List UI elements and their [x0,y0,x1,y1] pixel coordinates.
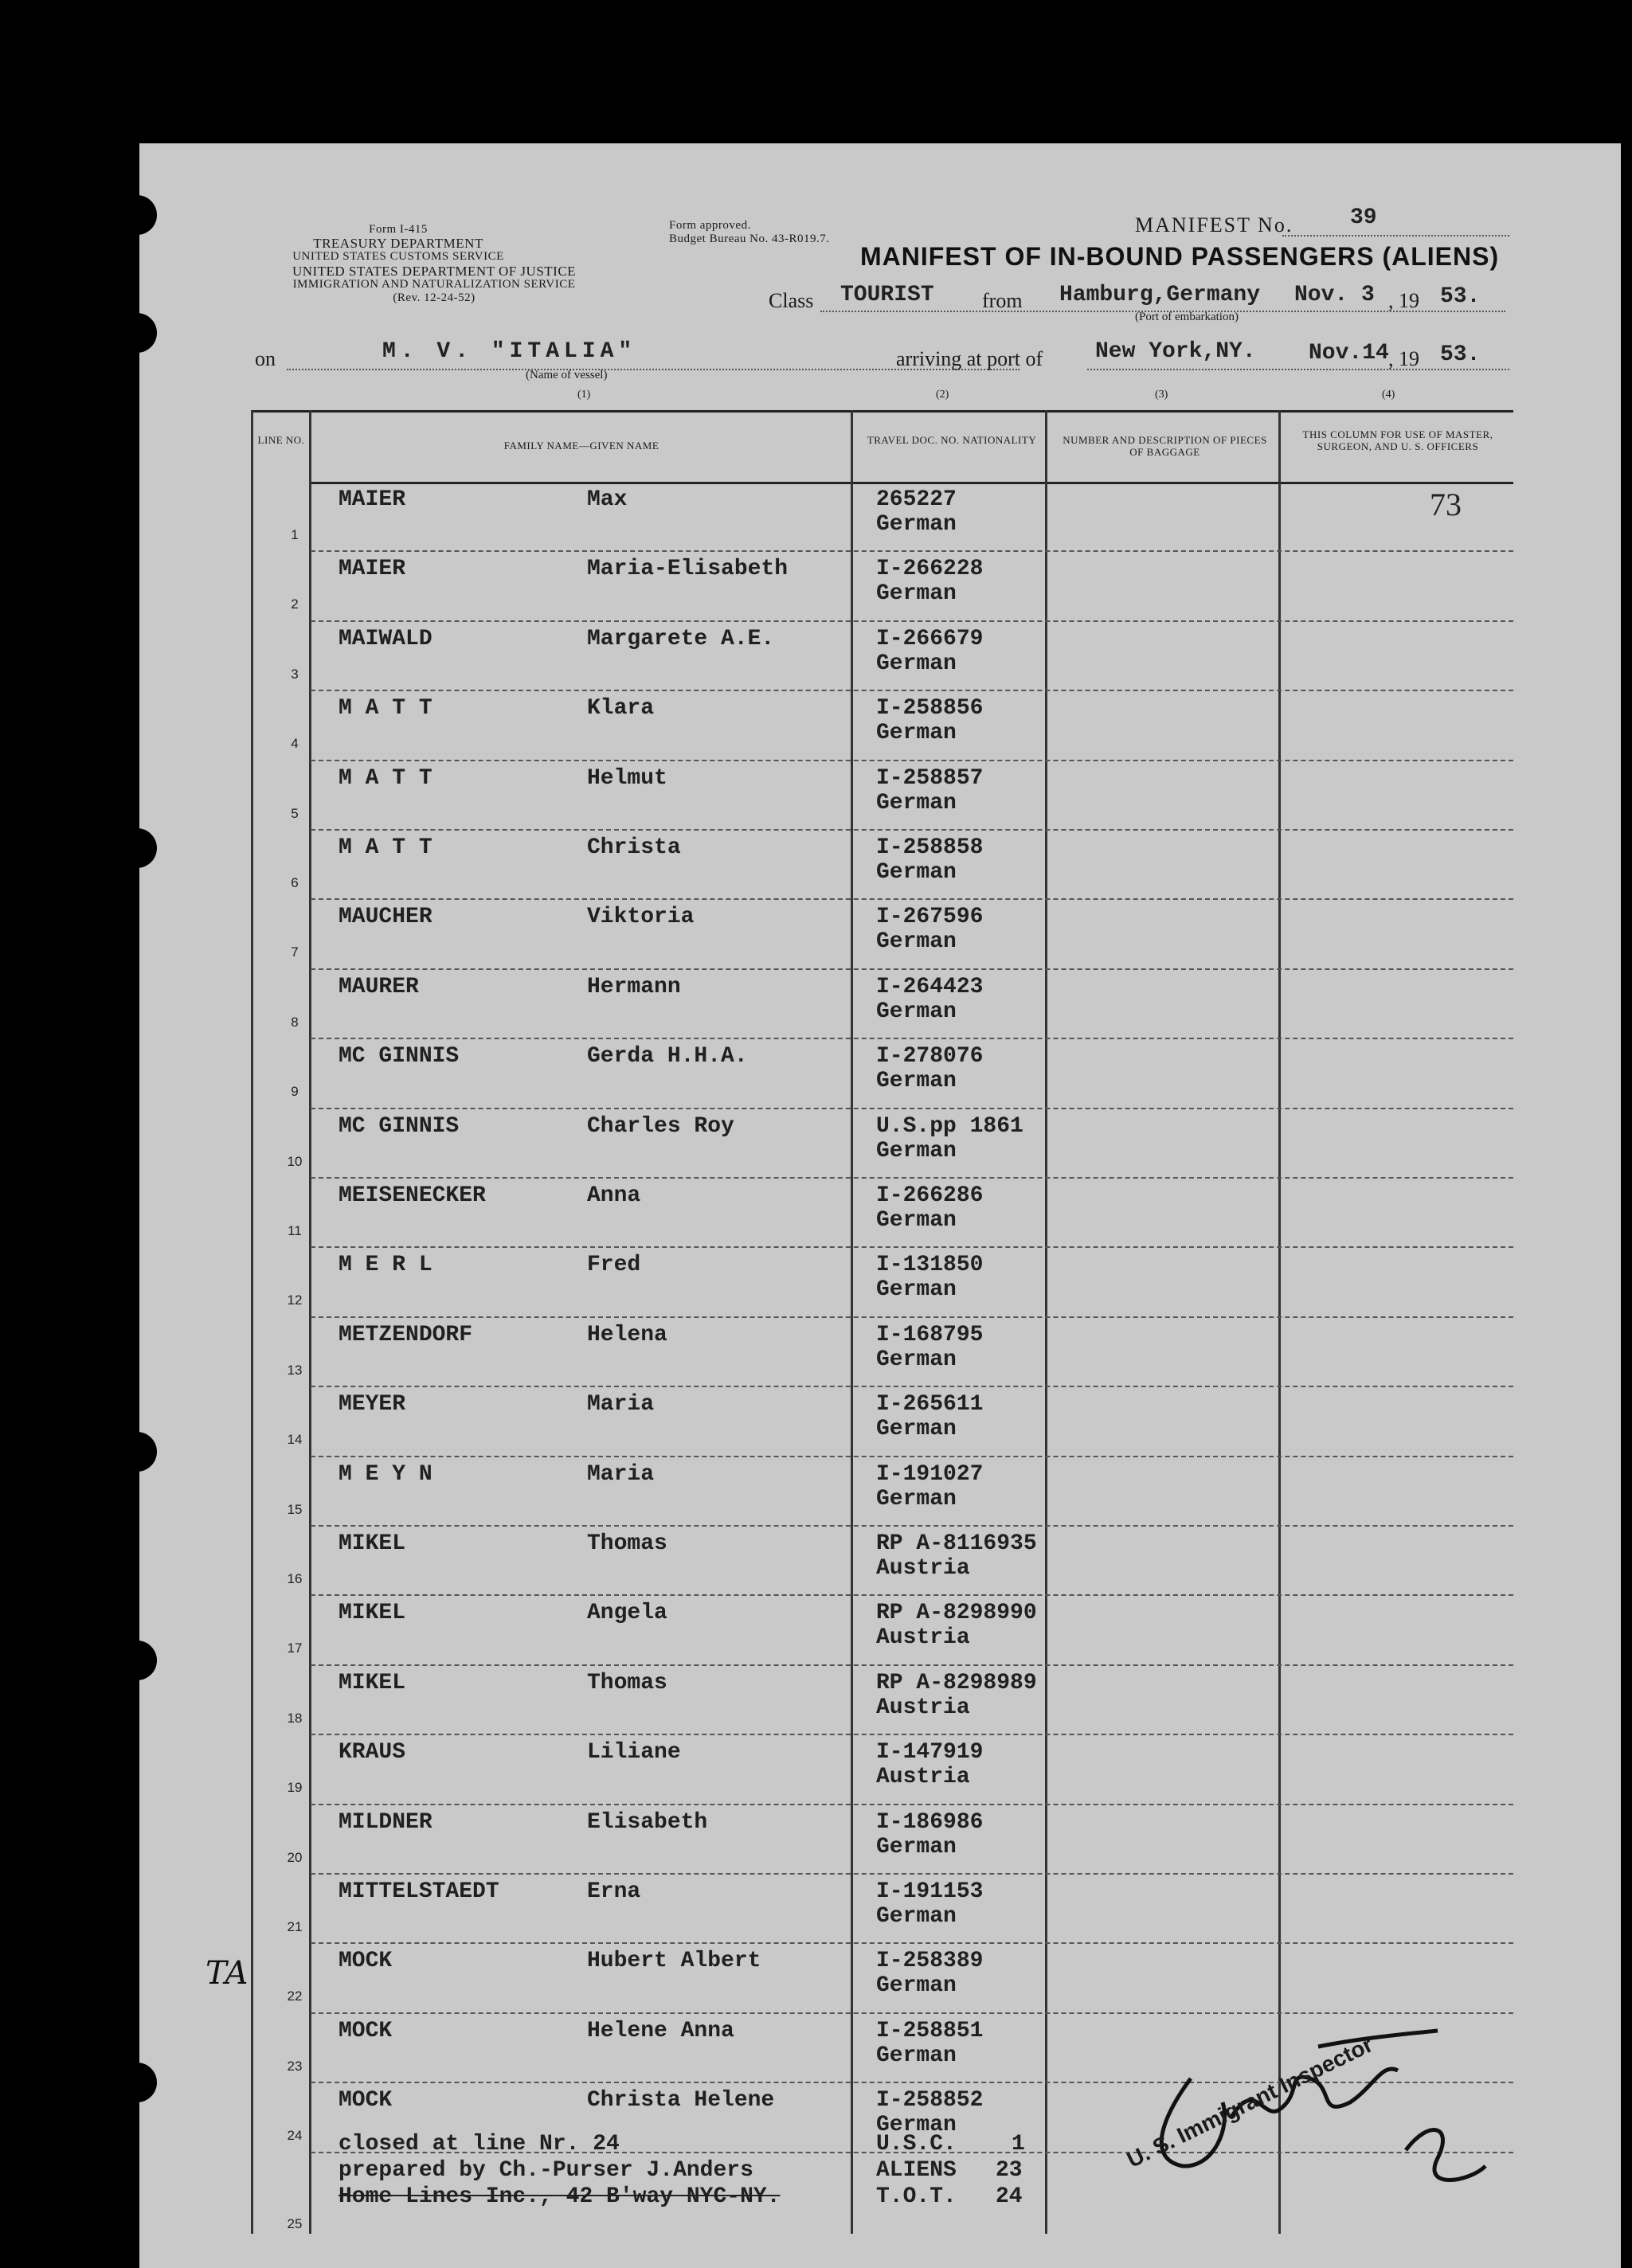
family-name: MIKEL [339,1601,406,1626]
from-label: from [982,289,1023,312]
line-number: 19 [287,1780,303,1796]
given-name: Angela [587,1601,667,1626]
line-number: 13 [287,1362,303,1378]
travel-doc-number: I-258857 [876,765,984,791]
punch-hole [117,2063,157,2102]
family-name: MAIER [339,557,406,582]
punch-hole [117,1640,157,1680]
line-number: 11 [288,1223,302,1238]
justice-block [251,264,617,305]
closed-note: closed at line Nr. 24 [339,2132,620,2157]
given-name: Gerda H.H.A. [587,1044,748,1069]
travel-doc-number: I-168795 [876,1322,984,1347]
budget-bureau: Budget Bureau No. 43-R019.7. [669,233,830,245]
given-name: Max [587,487,628,512]
travel-doc-number: I-258851 [876,2018,984,2043]
nationality: German [876,651,957,676]
row-divider [311,1108,1513,1109]
row-divider [311,898,1513,900]
given-name: Margarete A.E. [587,626,775,651]
line-number: 10 [287,1153,303,1169]
embark-port: Hamburg,Germany [1059,283,1261,307]
line-number: 5 [291,805,299,821]
line-number: 20 [287,1849,303,1865]
travel-doc-number: RP A-8116935 [876,1531,1037,1556]
punch-hole [117,1432,157,1472]
punch-hole [117,313,157,353]
shipping-agent: Home Lines Inc., 42 B'way NYC-NY. [339,2184,781,2209]
form-id: Form I-415 [369,223,428,236]
nationality: German [876,1973,957,1999]
arrival-line [1087,369,1509,370]
nationality: German [876,790,957,815]
family-name: MAUCHER [339,905,432,930]
family-name: MAURER [339,974,419,999]
family-name: KRAUS [339,1740,406,1766]
punch-hole [117,828,157,868]
row-divider [311,760,1513,761]
family-name: MILDNER [339,1809,432,1835]
document-title: MANIFEST OF IN-BOUND PASSENGERS (ALIENS) [860,242,1500,271]
customs-label: UNITED STATES CUSTOMS SERVICE [292,250,504,263]
line-number: 8 [291,1014,299,1030]
line-number: 14 [287,1432,303,1448]
travel-doc-number: I-267596 [876,905,984,930]
family-name: MAIER [339,487,406,512]
table-left-rule [251,410,253,2234]
row-divider [311,1246,1513,1248]
nationality: German [876,1486,957,1511]
col-officers: THIS COLUMN FOR USE OF MASTER, SURGEON, AND U. S. OFFICERS [1302,428,1493,452]
aliens-count: 23 [996,2158,1023,2183]
embark-year: 53. [1440,284,1481,309]
line-number: 24 [287,2128,303,2144]
travel-doc-number: I-191153 [876,1879,984,1904]
col-doc: TRAVEL DOC. NO. NATIONALITY [867,434,1037,446]
nationality: German [876,1904,957,1929]
nationality: German [876,1138,957,1163]
line-number: 6 [291,875,299,890]
travel-doc-number: I-278076 [876,1044,984,1069]
nationality: German [876,581,957,607]
given-name: Fred [587,1253,641,1278]
row-divider [311,1456,1513,1457]
travel-doc-number: I-191027 [876,1461,984,1487]
table-head-rule [311,482,1513,484]
travel-doc-number: I-264423 [876,974,984,999]
given-name: Christa [587,835,681,860]
nationality: German [876,999,957,1024]
travel-doc-number: I-258856 [876,696,984,721]
col-name: FAMILY NAME—GIVEN NAME [503,440,659,452]
nationality: German [876,860,957,885]
col-baggage: NUMBER AND DESCRIPTION OF PIECES OF BAGGAGE [1063,434,1267,458]
row-divider [311,690,1513,691]
nationality: German [876,512,957,537]
row-divider [311,1734,1513,1735]
line-number: 18 [287,1710,303,1726]
margin-note: TA [205,1955,249,1992]
row-divider [311,1664,1513,1666]
given-name: Christa Helene [587,2088,775,2114]
row-divider [311,1038,1513,1039]
officer-col-rule [1278,410,1281,2234]
col-line: LINE NO. [257,434,305,446]
embark-year-prefix: , 19 [1388,289,1419,312]
travel-doc-number: I-147919 [876,1740,984,1766]
line-number: 12 [287,1292,303,1308]
family-name: MAIWALD [339,626,432,651]
given-name: Hermann [587,974,681,999]
travel-doc-number: I-266679 [876,626,984,651]
tot-label: T.O.T. [876,2184,957,2209]
arrival-year: 53. [1440,342,1481,367]
family-name: M A T T [339,696,432,721]
doc-col-rule [851,410,853,2234]
col-num-1: (1) [577,389,591,401]
nationality: Austria [876,1556,970,1581]
given-name: Helmut [587,765,667,791]
line-number: 23 [287,2058,303,2074]
col-num-3: (3) [1155,389,1168,401]
travel-doc-number: RP A-8298989 [876,1670,1037,1695]
nationality: German [876,1208,957,1233]
line-number: 4 [291,736,299,752]
row-divider [311,620,1513,622]
travel-doc-number: I-258389 [876,1949,984,1974]
family-name: MIKEL [339,1670,406,1695]
row-divider [311,1942,1513,1944]
family-name: MITTELSTAEDT [339,1879,499,1904]
travel-doc-number: I-258858 [876,835,984,860]
arrival-year-prefix: , 19 [1388,347,1419,370]
nationality: German [876,1277,957,1303]
nationality: German [876,721,957,746]
travel-doc-number: I-265611 [876,1392,984,1418]
row-divider [311,1386,1513,1387]
family-name: M E R L [339,1253,432,1278]
col-num-2: (2) [936,389,949,401]
family-name: MC GINNIS [339,1044,460,1069]
arriving-label: arriving at port of [896,347,1043,370]
travel-doc-number: I-186986 [876,1809,984,1835]
line-number: 1 [291,527,299,542]
class-value: TOURIST [840,283,934,307]
immigration-label: IMMIGRATION AND NATURALIZATION SERVICE [292,278,576,291]
punch-hole [117,195,157,235]
given-name: Maria [587,1392,655,1418]
embark-date: Nov. 3 [1294,283,1375,307]
tot-count: 24 [996,2184,1023,2209]
inspector-caption: U. S. Immigrant Inspector [1123,2031,1377,2172]
row-divider [311,1804,1513,1805]
revision-label: (Rev. 12-24-52) [393,291,476,304]
given-name: Maria-Elisabeth [587,557,789,582]
given-name: Thomas [587,1670,667,1695]
family-name: MOCK [339,2018,393,2043]
line-number: 3 [291,666,299,682]
row-divider [311,1177,1513,1179]
inspector-signature [1095,1991,1509,2230]
travel-doc-number: U.S.pp 1861 [876,1113,1023,1139]
family-name: MIKEL [339,1531,406,1556]
nationality: German [876,1417,957,1442]
col-num-4: (4) [1382,389,1395,401]
justice-label: UNITED STATES DEPARTMENT OF JUSTICE [292,264,577,279]
nationality: German [876,1347,957,1372]
family-name: MC GINNIS [339,1113,460,1139]
line-number: 22 [287,1988,303,2004]
port-caption: (Port of embarkation) [1135,311,1239,323]
travel-doc-number: I-266228 [876,557,984,582]
arrival-date: Nov.14 [1309,341,1389,366]
given-name: Viktoria [587,905,695,930]
line-number: 15 [287,1501,303,1517]
manifest-no-label: MANIFEST No. [1135,213,1293,237]
on-label: on [255,347,276,370]
family-name: M A T T [339,765,432,791]
given-name: Liliane [587,1740,681,1766]
officer-mark: 73 [1430,487,1462,522]
row-divider [311,1873,1513,1875]
given-name: Helene Anna [587,2018,734,2043]
line-number-25: 25 [287,2216,303,2231]
prepared-by: prepared by Ch.-Purser J.Anders [339,2158,753,2183]
given-name: Erna [587,1879,641,1904]
nationality: German [876,2043,957,2068]
aliens-label: ALIENS [876,2158,957,2183]
approval-block [669,219,829,246]
family-name: METZENDORF [339,1322,473,1347]
family-name: MOCK [339,2088,393,2114]
treasury-label: TREASURY DEPARTMENT [313,236,483,251]
nationality: German [876,1834,957,1859]
nationality: Austria [876,1765,970,1790]
class-label: Class [769,289,814,312]
manifest-sheet [139,143,1621,2268]
usc-label: U.S.C. [876,2132,957,2157]
line-number: 21 [287,1919,303,1934]
family-name: M A T T [339,835,432,860]
family-name: M E Y N [339,1461,432,1487]
family-name: MOCK [339,1949,393,1974]
row-divider [311,550,1513,552]
line-number: 2 [291,596,299,612]
line-col-rule [309,410,311,2234]
row-divider [311,1316,1513,1318]
row-divider [311,829,1513,831]
travel-doc-number: I-258852 [876,2088,984,2114]
arrival-port: New York,NY. [1095,339,1256,364]
form-id-block [279,223,518,264]
travel-doc-number: RP A-8298990 [876,1601,1037,1626]
travel-doc-number: I-131850 [876,1253,984,1278]
vessel-name: M. V. "ITALIA" [382,339,637,364]
given-name: Elisabeth [587,1809,708,1835]
line-number: 7 [291,944,299,960]
line-number: 9 [291,1084,299,1100]
travel-doc-number: 265227 [876,487,957,512]
nationality: Austria [876,1625,970,1651]
nationality: German [876,1069,957,1094]
vessel-caption: (Name of vessel) [526,369,608,381]
form-approved: Form approved. [669,219,751,232]
row-divider [311,968,1513,970]
given-name: Klara [587,696,655,721]
given-name: Thomas [587,1531,667,1556]
manifest-no-line [1282,235,1509,237]
family-name: MEYER [339,1392,406,1418]
line-number: 16 [287,1571,303,1586]
row-divider [311,1525,1513,1527]
table-top-rule [251,410,1513,413]
manifest-no: 39 [1350,205,1377,230]
given-name: Charles Roy [587,1113,734,1139]
nationality: German [876,2113,957,2138]
given-name: Maria [587,1461,655,1487]
nationality: German [876,929,957,955]
baggage-col-rule [1045,410,1047,2234]
line-number: 17 [287,1640,303,1656]
given-name: Anna [587,1183,641,1208]
family-name: MEISENECKER [339,1183,486,1208]
row-divider [311,1594,1513,1596]
given-name: Hubert Albert [587,1949,761,1974]
given-name: Helena [587,1322,667,1347]
travel-doc-number: I-266286 [876,1183,984,1208]
usc-count: 1 [1012,2132,1025,2157]
nationality: Austria [876,1695,970,1720]
